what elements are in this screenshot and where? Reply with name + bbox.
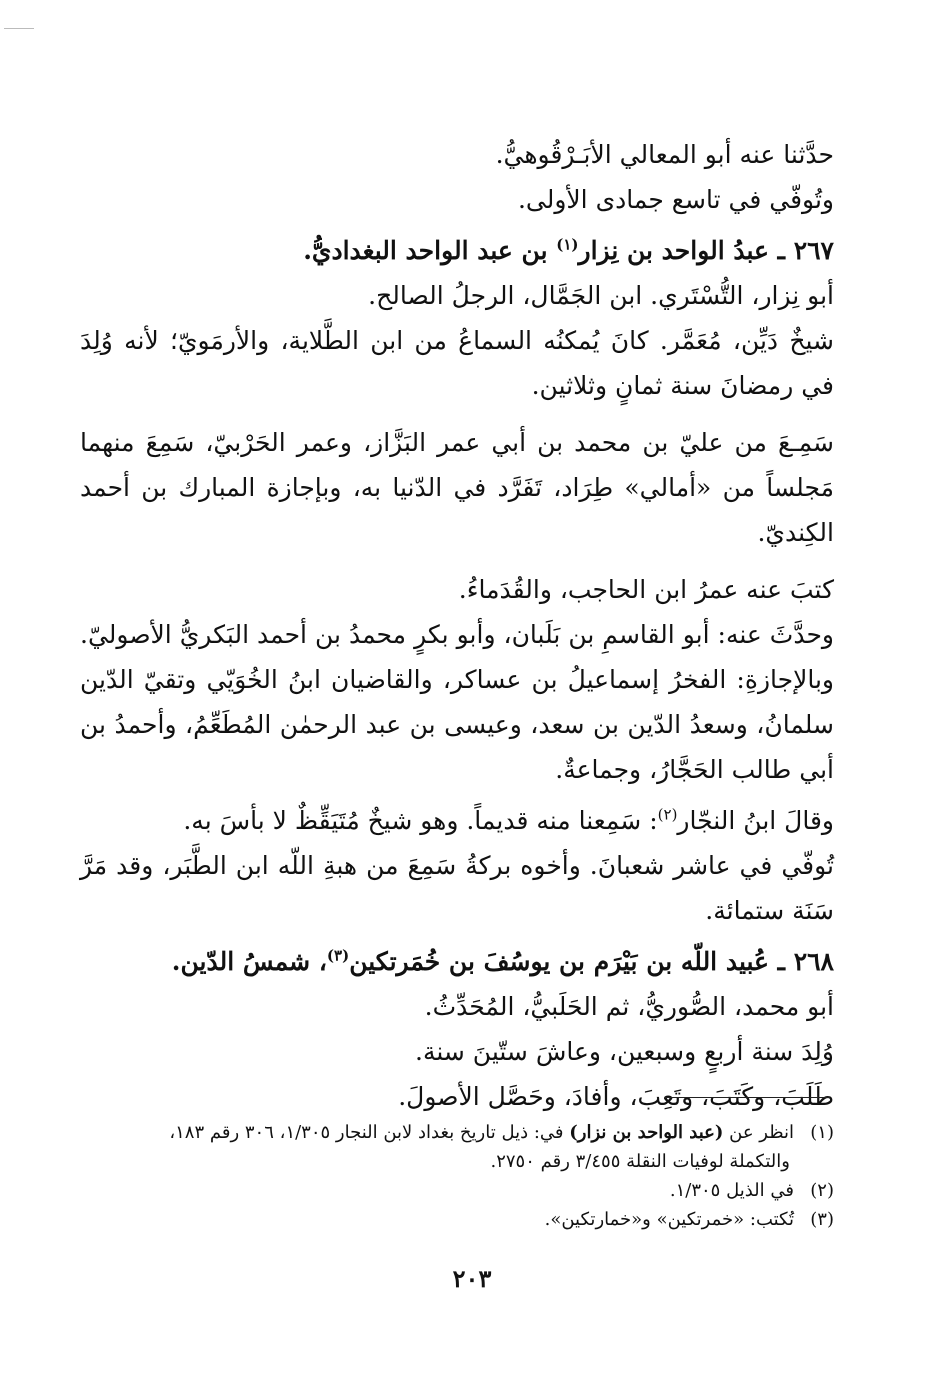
footnote-1 <box>95 1118 834 1147</box>
footnote-2 <box>95 1176 834 1205</box>
footnotes <box>95 1118 834 1234</box>
entry-heading-text: بن عبد الواحد البغداديُّ. <box>303 236 557 265</box>
paragraph: وُلِدَ سنة أربعٍ وسبعين، وعاشَ ستّينَ سنة. <box>415 1037 834 1066</box>
scan-mark <box>4 28 34 29</box>
footnote-ref: (١) <box>556 235 579 254</box>
entry-268-heading <box>80 939 834 984</box>
entry-heading-text: ٢٦٨ ـ عُبيد اللّه بن بَيْرَم بن يوسُفَ بن خُمَرتكين <box>349 947 834 976</box>
footnote-text: في: ذيل تاريخ بغداد لابن النجار ١/٣٠٥، ٣٠٦ رقم ١٨٣، <box>169 1122 570 1143</box>
paragraph: طَلَبَ، وكَتَبَ، وتَعِبَ، وأفادَ، وحَصَّل الأصولَ. <box>398 1082 834 1111</box>
paragraph <box>80 798 834 843</box>
paragraph: أبو محمد، الصُّوريُّ، ثم الحَلَبيُّ، المُحَدِّثُ. <box>424 992 834 1021</box>
footnote-number: (٢) <box>810 1180 834 1201</box>
entry-267-heading <box>80 228 834 273</box>
footnote-number: (١) <box>810 1122 834 1143</box>
entry-heading-text: ، شمسُ الدّين. <box>171 947 327 976</box>
paragraph: سَمِـعَ من عليّ بن محمد بن أبي عمر البَزَّاز، وعمر الحَرْبيّ، سَمِعَ منهما مَجلساً من «أمالي» طِرَاد، تَفَرَّد في الدّنيا به، وبإجازة المبارك بن أحمد الكِنديّ. <box>80 428 834 547</box>
footnote-3 <box>95 1205 834 1234</box>
footnote-number: (٣) <box>810 1209 834 1230</box>
paragraph: وحدَّثَ عنه: أبو القاسمِ بن بَلَبان، وأبو بكرٍ محمدُ بن أحمد البَكريُّ الأصوليّ. وبالإجازةِ: الفخرُ إسماعيلُ بن عساكر، والقاضيان ابنُ الخُوَيّي وتقيّ الدّين سلمانُ، وسعدُ الدّين بن سعد، وعيسى بن عبد الرحمٰن المُطَعِّمُ، وأحمدُ بن أبي طالب الحَجَّارُ، وجماعةٌ. <box>80 620 834 784</box>
paragraph-text: وقالَ ابنُ النجّار <box>677 806 834 835</box>
footnote-text: في الذيل ١/٣٠٥. <box>669 1180 794 1201</box>
paragraph-text: : سَمِعنا منه قديماً. وهو شيخٌ مُتَيَقِّظٌ لا بأسَ به. <box>183 806 658 835</box>
footnote-ref: (٣) <box>326 946 350 965</box>
paragraph: تُوفّي في عاشر شعبانَ. وأخوه بركةُ سَمِعَ من هبةِ اللّه ابن الطَّبَر، وقد مَرَّ سَنَة ستمائة. <box>80 851 834 925</box>
paragraph: أبو نِزار، التُّسْتَري. ابن الجَمَّال، الرجلُ الصالح. <box>368 281 834 310</box>
paragraph: حدَّثنا عنه أبو المعالي الأبَـرْقُوهيُّ. <box>495 140 834 169</box>
footnote-ref: (٢) <box>657 805 678 824</box>
main-text <box>80 132 834 1119</box>
paragraph: شيخٌ دَيِّن، مُعَمَّر. كانَ يُمكنُه السماعُ من ابن الطَّلاية، والأرمَويّ؛ لأنه وُلِدَ في رمضانَ سنة ثمانٍ وثلاثين. <box>80 326 834 400</box>
paragraph: وتُوفّي في تاسع جمادى الأولى. <box>517 185 834 214</box>
paragraph: كتبَ عنه عمرُ ابن الحاجب، والقُدَماءُ. <box>458 575 834 604</box>
entry-heading-text: ٢٦٧ ـ عبدُ الواحد بن نِزار <box>578 236 834 265</box>
page-number: ٢٠٣ <box>452 1264 492 1293</box>
footnote-1-continued: والتكملة لوفيات النقلة ٣/٤٥٥ رقم ٢٧٥٠. <box>490 1151 790 1172</box>
footnote-text: انظر عن <box>723 1122 794 1143</box>
footnote-separator <box>665 1097 830 1098</box>
footnote-bold-text: (عبد الواحد بن نزار) <box>569 1122 724 1143</box>
footnote-text: تُكتب: «خمرتكين» و«خمارتكين». <box>544 1209 794 1230</box>
